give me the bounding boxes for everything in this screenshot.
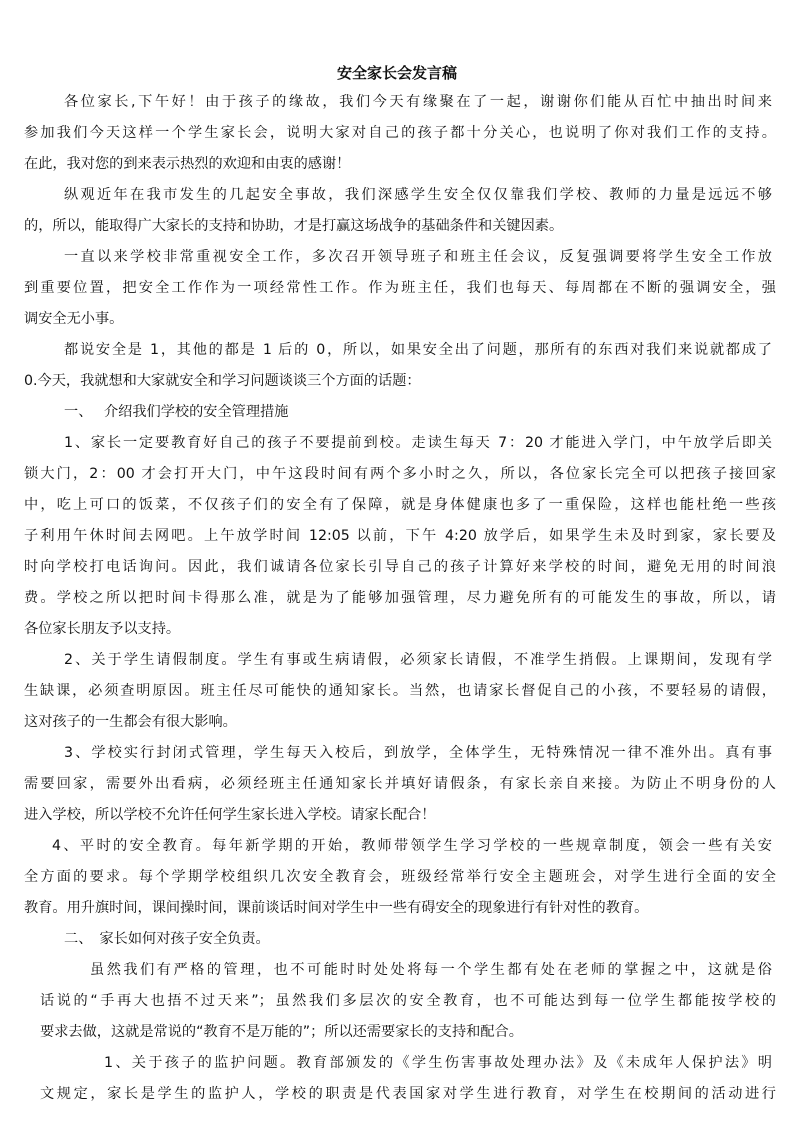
body-line: 参加我们今天这样一个学生家长会，说明大家对自己的孩子都十分关心，也说明了你对我们工作的支持。: [24, 125, 776, 141]
body-line: 教育。用升旗时间，课间操时间，课前谈话时间对学生中一些有碍安全的现象进行有针对性的教育。: [24, 900, 649, 916]
body-line: 到重要位置，把安全工作作为一项经常性工作。作为班主任，我们也每天、每周都在不断的强调安全，强: [24, 280, 776, 296]
body-line: 都说安全是 1，其他的都是 1 后的 0，所以，如果安全出了问题，那所有的东西对我们来说就都成了: [64, 342, 772, 358]
body-line: 2、关于学生请假制度。学生有事或生病请假，必须家长请假，不准学生捎假。上课期间，发现有学: [64, 652, 772, 668]
body-line: 的，所以，能取得广大家长的支持和协助，才是打赢这场战争的基础条件和关键因素。: [24, 218, 564, 234]
body-line: 一直以来学校非常重视安全工作，多次召开领导班子和班主任会议，反复强调要将学生安全工作放: [64, 249, 772, 265]
section-heading: 二、 家长如何对孩子安全负责。: [64, 931, 270, 947]
section-heading: 一、 介绍我们学校的安全管理措施: [64, 404, 289, 420]
body-line: 这对孩子的一生都会有很大影响。: [24, 714, 237, 730]
body-line: 中，吃上可口的饭菜，不仅孩子们的安全有了保障，就是身体健康也多了一重保险，这样也能杜绝一些孩: [24, 497, 776, 513]
body-line: 费。学校之所以把时间卡得那么准，就是为了能够加强管理，尽力避免所有的可能发生的事故，所以，请: [24, 590, 776, 606]
body-line: 各位家长,下午好！由于孩子的缘故，我们今天有缘聚在了一起，谢谢你们能从百忙中抽出时间来: [64, 94, 772, 110]
body-line: 在此，我对您的到来表示热烈的欢迎和由衷的感谢！: [24, 156, 351, 172]
body-line: 子利用午休时间去网吧。上午放学时间 12:05 以前，下午 4:20 放学后，如果学生未及时到家，家长要及: [24, 528, 776, 544]
body-line: 需要回家，需要外出看病，必须经班主任通知家长并填好请假条，有家长亲自来接。为防止不明身份的人: [24, 776, 776, 792]
body-line: 1、家长一定要教育好自己的孩子不要提前到校。走读生每天 7：20 才能进入学门，中午放学后即关: [64, 435, 772, 451]
body-line: 生缺课，必须查明原因。班主任尽可能快的通知家长。当然，也请家长督促自己的小孩，不要轻易的请假，: [24, 683, 776, 699]
document-title: 安全家长会发言稿: [336, 64, 457, 82]
body-line: 话说的“手再大也捂不过天来”；虽然我们多层次的安全教育，也不可能达到每一位学生都能按学校的: [40, 993, 776, 1009]
body-line: 0.今天，我就想和大家就安全和学习问题谈谈三个方面的话题：: [24, 373, 421, 389]
body-line: 各位家长朋友予以支持。: [24, 621, 181, 637]
body-line: 4、平时的安全教育。每年新学期的开始，教师带领学生学习学校的一些规章制度，领会一些有关安: [52, 838, 772, 854]
body-line: 时向学校打电话询问。因此，我们诚请各位家长引导自己的孩子计算好来学校的时间，避免无用的时间浪: [24, 559, 776, 575]
body-line: 1、关于孩子的监护问题。教育部颁发的《学生伤害事故处理办法》及《未成年人保护法》明: [104, 1055, 772, 1071]
body-line: 3、学校实行封闭式管理，学生每天入校后，到放学，全体学生，无特殊情况一律不准外出。真有事: [64, 745, 772, 761]
body-line: 进入学校，所以学校不允许任何学生家长进入学校。请家长配合！: [24, 807, 436, 823]
body-line: 锁大门，2：00 才会打开大门，中午这段时间有两个多小时之久，所以，各位家长完全可以把孩子接回家: [24, 466, 776, 482]
body-line: 纵观近年在我市发生的几起安全事故，我们深感学生安全仅仅靠我们学校、教师的力量是远远不够: [64, 187, 772, 203]
body-line: 全方面的要求。每个学期学校组织几次安全教育会，班级经常举行安全主题班会，对学生进行全面的安全: [24, 869, 776, 885]
body-line: 文规定，家长是学生的监护人，学校的职责是代表国家对学生进行教育，对学生在校期间的活动进行: [40, 1086, 776, 1102]
body-line: 调安全无小事。: [24, 311, 124, 327]
body-line: 要求去做，这就是常说的“教育不是万能的”；所以还需要家长的支持和配合。: [40, 1024, 523, 1040]
body-line: 虽然我们有严格的管理，也不可能时时处处将每一个学生都有处在老师的掌握之中，这就是俗: [90, 962, 772, 978]
